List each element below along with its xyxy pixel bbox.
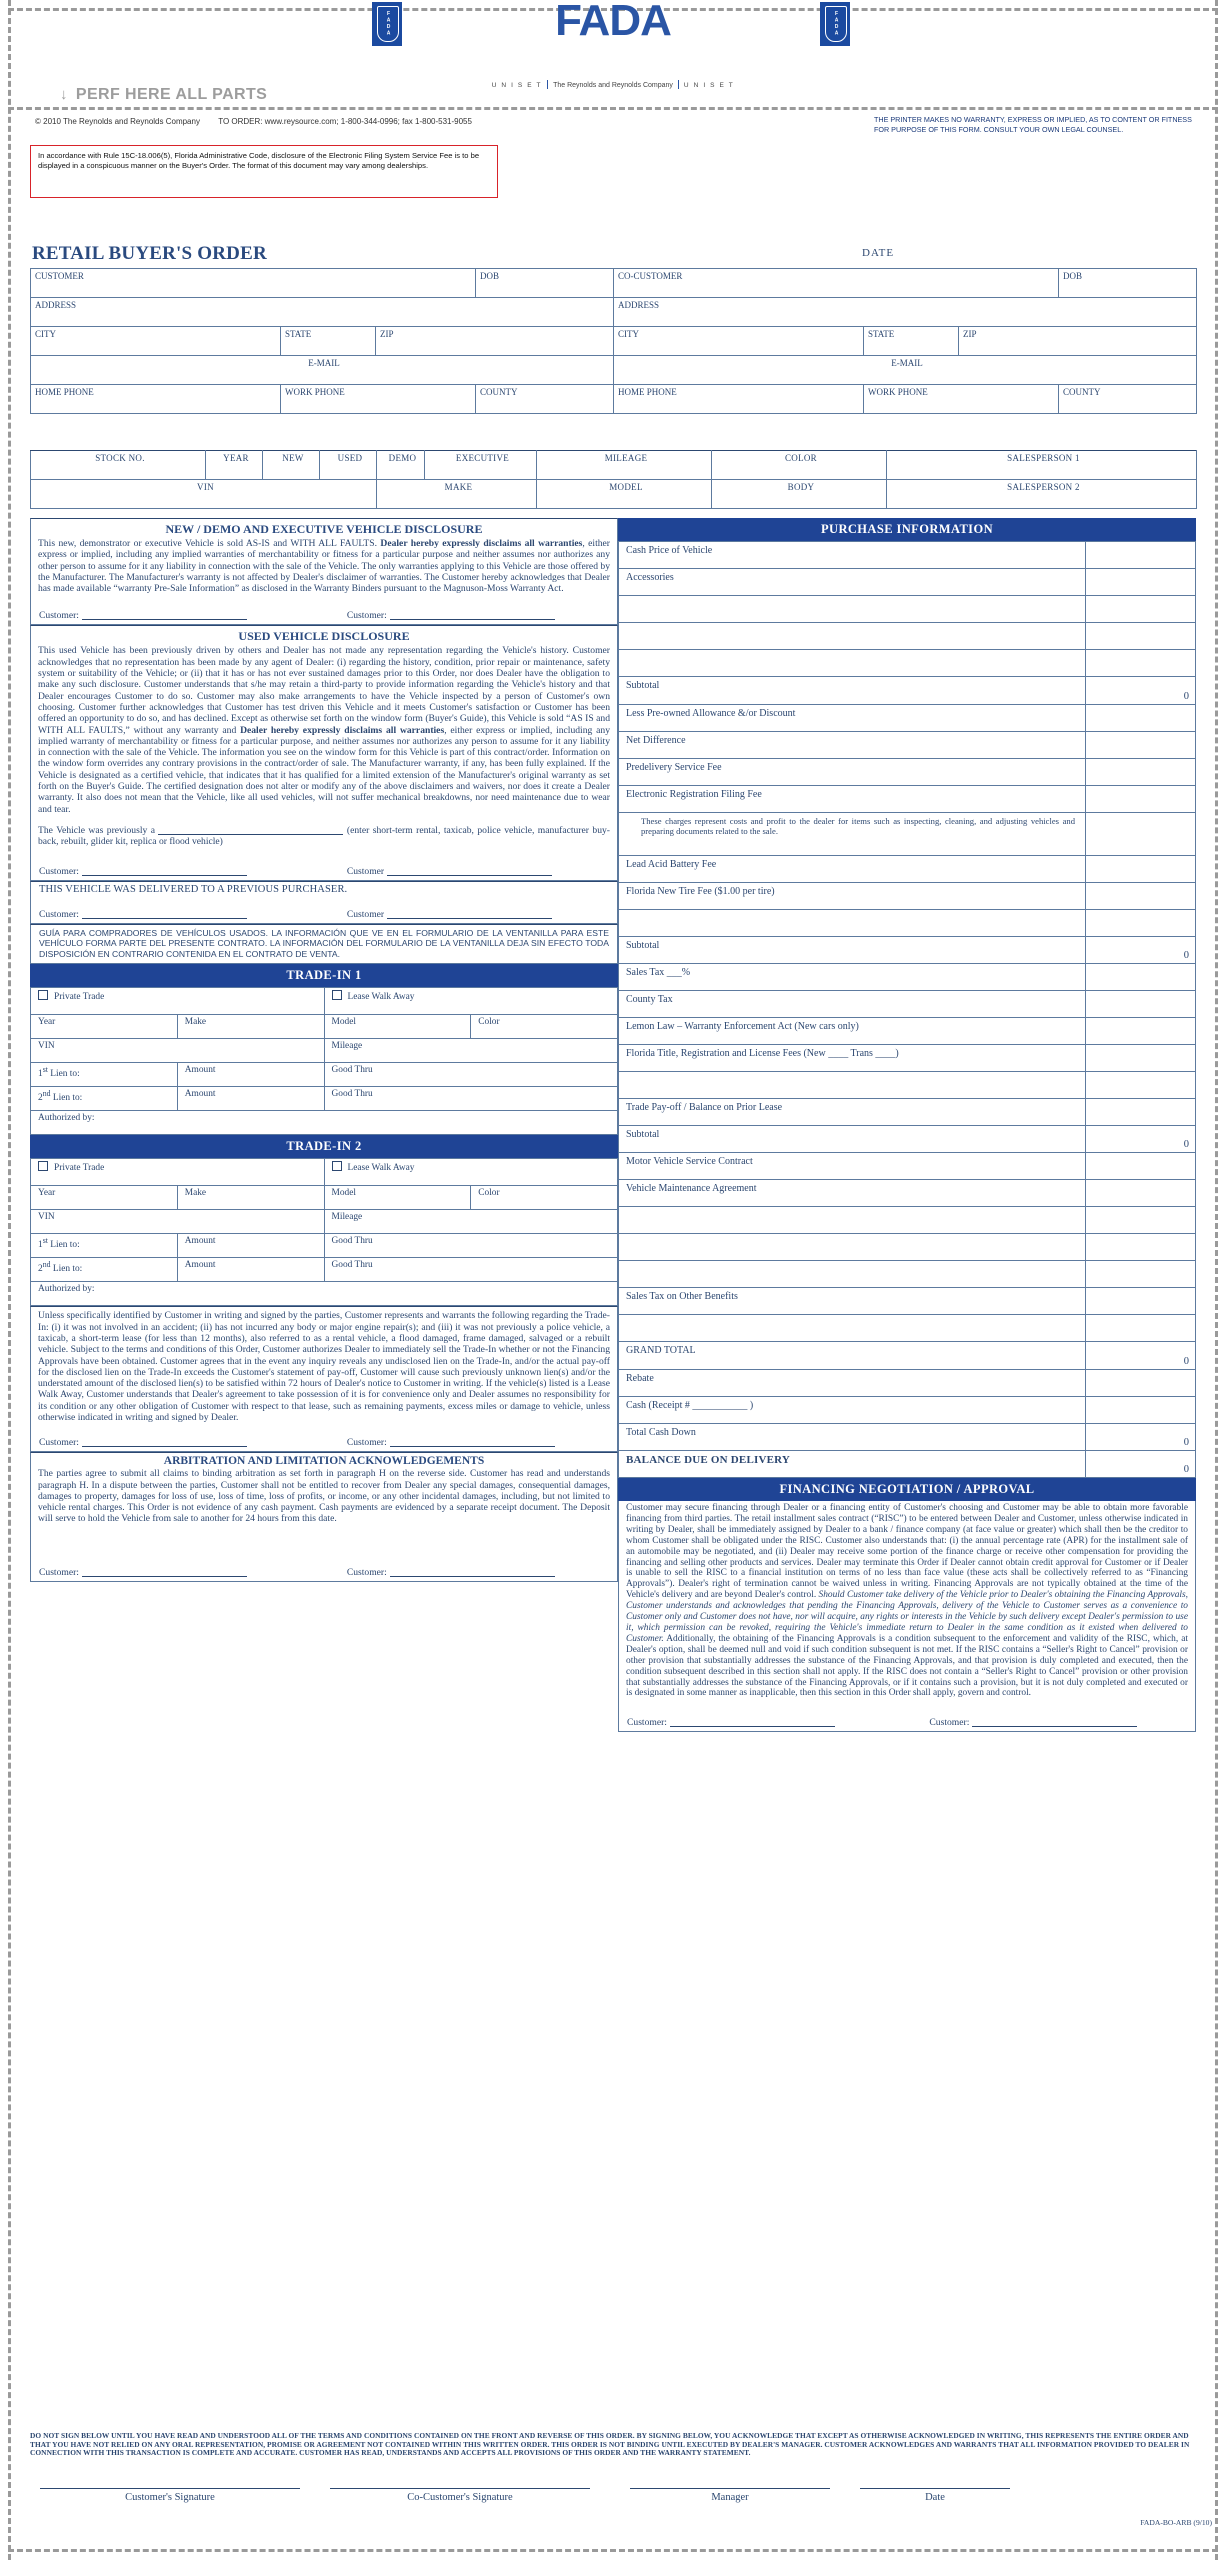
purchase-row-label (619, 1207, 1086, 1234)
purchase-row (619, 964, 1196, 991)
table-row (31, 451, 1197, 480)
copyright-line (35, 117, 472, 126)
tradein1-lien1[interactable]: 1st Lien to: (31, 1063, 178, 1087)
perforation-right (1215, 0, 1218, 2560)
purchase-row-amount[interactable] (1086, 1072, 1196, 1099)
purchase-row-label: Vehicle Maintenance Agreement (619, 1180, 1086, 1207)
purchase-row-amount[interactable]: 0 (1086, 1126, 1196, 1153)
tradein1-authorized-by[interactable]: Authorized by: (31, 1111, 618, 1135)
purchase-row-label (619, 650, 1086, 677)
purchase-row-amount[interactable] (1086, 1234, 1196, 1261)
field-work-phone[interactable]: WORK PHONE (281, 385, 476, 414)
tradein2-lien1[interactable]: 1st Lien to: (31, 1234, 178, 1258)
field-state[interactable]: STATE (281, 327, 376, 356)
arbitration-signature-row (31, 1563, 617, 1581)
purchase-row-amount[interactable] (1086, 1397, 1196, 1424)
spanish-notice: GUÍA PARA COMPRADORES DE VEHÍCULOS USADOS. LA INFORMACIÓN QUE VE EN EL FORMULARIO DE LA VENTANILLA PARA ESTE VEHÍCULO FORMA PARTE DEL PRESENTE CONTRATO. LA INFORMACIÓN DEL FORMULARIO DE LA VENTANILLA DEJA SIN EFECTO TODA DISPOSICIÓN EN CONTRARIO CONTENIDA EN EL CONTRATO DE VENTA. (39, 927, 609, 959)
field-home-phone-2[interactable]: HOME PHONE (614, 385, 864, 414)
printer-warning: THE PRINTER MAKES NO WARRANTY, EXPRESS OR IMPLIED, AS TO CONTENT OR FITNESS FOR PURPOSE OF THIS FORM. CONSULT YOUR OWN LEGAL COUNSEL. (874, 115, 1192, 134)
purchase-row-label: County Tax (619, 991, 1086, 1018)
purchase-row (619, 937, 1196, 964)
purchase-row-label (619, 910, 1086, 937)
purchase-row-amount[interactable] (1086, 1153, 1196, 1180)
purchase-row (619, 650, 1196, 677)
table-row (31, 1282, 618, 1306)
purchase-row-label: Sales Tax ___% (619, 964, 1086, 991)
new-demo-heading: NEW / DEMO AND EXECUTIVE VEHICLE DISCLOSURE (165, 522, 483, 536)
purchase-row-amount[interactable] (1086, 1045, 1196, 1072)
field-city[interactable]: CITY (31, 327, 281, 356)
tradein-sig-left[interactable]: Customer: (39, 1437, 301, 1448)
purchase-row-label (619, 596, 1086, 623)
purchase-row-amount[interactable] (1086, 1370, 1196, 1397)
table-row (31, 1234, 618, 1258)
purchase-row (619, 1126, 1196, 1153)
financing-italic-1: Should Customer take delivery of the Vehicle prior to Dealer's obtaining the Financing Approvals, Customer understands and acknowledges that pending the Financing Approvals, delivery of the Vehicle to Customer serves as a convenience to Customer only and Customer does not have, nor will acquire, any rights or interests in the Vehicle by such delivery except Dealer's permission to use it, which permission can be revoked, requiring the Vehicle's immediate return to Dealer in the same condition as it existed when delivered to Customer. (626, 1590, 1188, 1644)
new-demo-disclosure-section (30, 518, 618, 625)
purchase-row-label: Total Cash Down (619, 1424, 1086, 1451)
purchase-row-amount[interactable] (1086, 542, 1196, 569)
purchase-row-amount[interactable] (1086, 910, 1196, 937)
checkbox-icon[interactable] (38, 1161, 48, 1171)
field-salesperson-2[interactable]: SALESPERSON 2 (887, 480, 1197, 509)
purchase-row-label: Subtotal (619, 677, 1086, 705)
field-dob-2[interactable]: DOB (1059, 269, 1197, 298)
purchase-row-amount[interactable] (1086, 991, 1196, 1018)
table-row (31, 988, 618, 1015)
tradein2-private-trade[interactable]: Private Trade (31, 1159, 325, 1186)
tradein2-lien2-good-thru[interactable]: Good Thru (324, 1258, 618, 1282)
purchase-row-label: These charges represent costs and profit to the dealer for items such as inspecting, cleaning, and adjusting vehicles and preparing documents related to the sale. (619, 813, 1086, 856)
purchase-row (619, 569, 1196, 596)
table-row (31, 1015, 618, 1039)
tradein2-mileage[interactable]: Mileage (324, 1210, 618, 1234)
purchase-row (619, 786, 1196, 813)
page-title: RETAIL BUYER'S ORDER (32, 243, 267, 264)
new-demo-para-2: , either express or implied, including any implied warranties of merchantability or fitness for a particular purpose and neither assumes nor authorizes any other person to assume for it any liability in connection with the sale of the Vehicle. The only warranties applying to this Vehicle are those offered by the Manufacturer. The Manufacturer's warranty is not affected by Dealer's disclaimer of warranties. The Customer hereby acknowledges that Dealer has made available “warranty Pre-Sale Information” as disclosed in the Warranty Binders pursuant to the Magnuson-Moss Warranty Act. (38, 538, 611, 595)
tradein2-lien2[interactable]: 2nd Lien to: (31, 1258, 178, 1282)
purchase-row-amount[interactable] (1086, 650, 1196, 677)
financing-para-1: Customer may secure financing through Dealer or a financing entity of Customer's choosing and Customer may be able to obtain more favorable financing from third parties. The retail installment sales contract (“RISC”) to be entered between Dealer and Customer, unless otherwise indicated in writing by Dealer, shall be immediately assigned by Dealer to a bank / finance company (at face value or greater) which shall then be the creditor to whom Customer shall be obligated under the RISC. Customer also understands that: (i) the annual percentage rate (APR) for the installment sale of an automobile may be negotiated, and (ii) Dealer may receive some portion of the finance charge or receive other compensation for providing the financing and selling other products and services. Dealer may terminate this Order if Dealer cannot obtain credit approval for Customer or if Dealer is unable to sell the RISC to a financial institution on terms of no less than face value (these acts shall be collectively referred to as “Financing Approvals”). Dealer's right of termination cannot be waived unless in writing. Financing Approvals are not typically obtained at the time of the Vehicle's delivery and are beyond Dealer's control. (626, 1503, 1188, 1601)
prev-use-prefix: The Vehicle was previously a (38, 824, 155, 836)
purchase-row-amount[interactable] (1086, 705, 1196, 732)
signature-label: Co-Customer's Signature (407, 2492, 513, 2503)
field-make[interactable]: MAKE (377, 480, 537, 509)
signature-field-2[interactable] (630, 2488, 830, 2503)
new-demo-bold-1: Dealer hereby expressly disclaims all warranties (380, 538, 583, 549)
purchase-row-label: Subtotal (619, 1126, 1086, 1153)
purchase-row (619, 677, 1196, 705)
purchase-row (619, 705, 1196, 732)
order-info-label: TO ORDER: www.reysource.com; 1-800-344-0996; fax 1-800-531-9055 (218, 117, 472, 126)
delivered-notice: THIS VEHICLE WAS DELIVERED TO A PREVIOUS PURCHASER. (39, 883, 348, 895)
purchase-row-label: Electronic Registration Filing Fee (619, 786, 1086, 813)
tradein1-lien1-amount[interactable]: Amount (177, 1063, 324, 1087)
table-row (31, 1186, 618, 1210)
table-row (31, 269, 1197, 298)
purchase-row-label: Rebate (619, 1370, 1086, 1397)
checkbox-icon[interactable] (38, 990, 48, 1000)
field-customer[interactable]: CUSTOMER (31, 269, 476, 298)
purchase-row-label: Florida Title, Registration and License Fees (New ____ Trans ____) (619, 1045, 1086, 1072)
spanish-notice-section (30, 924, 618, 965)
tradein-terms-section (30, 1306, 618, 1452)
field-salesperson-1[interactable]: SALESPERSON 1 (887, 451, 1197, 480)
arbitration-body: The parties agree to submit all claims to binding arbitration as set forth in paragraph H on the reverse side. Customer has read and understands paragraph H. In a dispute between the parties, Customer shall not be entitled to recover from Dealer any special damages, consequential damages, damages to property, damages for loss of use, loss of time, loss of profits, or income, or any other incidental damages, including, but not limited to vehicle rental charges. This Order is not evidence of any cash payment. Cash payments are evidenced by a separate receipt document. The Deposit will serve to hold the Vehicle from sale to another for 24 hours from this date. (38, 1468, 610, 1525)
purchase-information-table (618, 541, 1196, 1478)
footer-signature-strip (30, 2488, 1196, 2532)
tradein2-authorized-by[interactable]: Authorized by: (31, 1282, 618, 1306)
signature-field-1[interactable] (330, 2488, 590, 2503)
purchase-row-amount[interactable]: 0 (1086, 1424, 1196, 1451)
customer-info-table (30, 268, 1197, 414)
purchase-row-amount[interactable]: 0 (1086, 677, 1196, 705)
purchase-row-label: Cash (Receipt # ___________ ) (619, 1397, 1086, 1424)
used-sig-left[interactable]: Customer: (39, 866, 301, 877)
tradein2-lien1-amount[interactable]: Amount (177, 1234, 324, 1258)
financing-para-2: Additionally, the obtaining of the Financing Approvals is a condition subsequent to the enforcement and validity of the RISC, which, at Dealer's option, shall be deemed null and void if such condition subsequent is not met. If the RISC contains a “Seller's Right to Cancel” provision or other provision that substantially addresses the substance of the Financing Approvals, and that provision is duly completed and executed, then the condition subsequent described in this section shall not apply. If the RISC does not contain a “Seller's Right to Cancel” provision or other provision that substantially addresses the substance of the Financing Approvals, or if it contains such a provision, but it is not duly completed and executed or is designated in some manner as inapplicable, then this section in this Order shall apply, govern and control. (626, 1633, 1188, 1699)
used-vehicle-previous-use (31, 819, 617, 852)
table-row (31, 1258, 618, 1282)
purchase-row (619, 759, 1196, 786)
purchase-row-label: Cash Price of Vehicle (619, 542, 1086, 569)
purchase-row (619, 732, 1196, 759)
fada-crest-left-icon (372, 2, 402, 46)
purchase-row (619, 542, 1196, 569)
purchase-row (619, 1424, 1196, 1451)
used-vehicle-disclosure-section (30, 625, 618, 880)
purchase-row-amount[interactable] (1086, 759, 1196, 786)
purchase-row-amount[interactable] (1086, 569, 1196, 596)
prev-use-blank[interactable] (158, 834, 343, 835)
purchase-row (619, 1045, 1196, 1072)
arbitration-sig-left[interactable]: Customer: (39, 1567, 301, 1578)
field-body[interactable]: BODY (712, 480, 887, 509)
field-dob[interactable]: DOB (476, 269, 614, 298)
fada-wordmark: FADA (555, 0, 671, 45)
financing-sig-right[interactable]: Customer: (929, 1717, 1187, 1728)
purchase-row-amount[interactable] (1086, 1207, 1196, 1234)
table-row (31, 298, 1197, 327)
purchase-row-label: Accessories (619, 569, 1086, 596)
signature-label: Customer's Signature (125, 2492, 215, 2503)
tradein2-vin[interactable]: VIN (31, 1210, 325, 1234)
purchase-row-label: Sales Tax on Other Benefits (619, 1288, 1086, 1315)
perf-here-label: PERF HERE ALL PARTS (75, 86, 268, 103)
table-row (31, 1039, 618, 1063)
table-row (31, 385, 1197, 414)
purchase-row (619, 1315, 1196, 1342)
purchase-row (619, 623, 1196, 650)
delivered-signature-row (31, 905, 617, 923)
financing-sig-left[interactable]: Customer: (627, 1717, 885, 1728)
financing-section (618, 1501, 1196, 1732)
tradein2-lease-walk-away[interactable]: Lease Walk Away (324, 1159, 618, 1186)
field-county[interactable]: COUNTY (476, 385, 614, 414)
purchase-row (619, 1099, 1196, 1126)
tradein-sig-right[interactable]: Customer: (347, 1437, 609, 1448)
footer-legal-text: DO NOT SIGN BELOW UNTIL YOU HAVE READ AND UNDERSTOOD ALL OF THE TERMS AND CONDITIONS CONTAINED ON THE FRONT AND REVERSE OF THIS ORDER. BY SIGNING BELOW, YOU ACKNOWLEDGE THAT EXCEPT AS OTHERWISE ACKNOWLEDGED IN WRITING, THIS REPRESENTS THE ENTIRE ORDER AND THAT YOU HAVE NOT RELIED ON ANY ORAL REPRESENTATION, PROMISE OR AGREEMENT NOT CONTAINED WITHIN THIS WRITTEN ORDER. THIS ORDER IS NOT BINDING UNTIL EXECUTED BY DEALER'S MANAGER. CUSTOMER ACKNOWLEDGES AND WARRANTS THAT ALL INFORMATION PROVIDED TO DEALER IN CONNECTION WITH THIS TRANSACTION IS COMPLETE AND ACCURATE. CUSTOMER HAS READ, UNDERSTANDS AND ACCEPTS ALL PROVISIONS OF THIS ORDER AND THE WARRANTY STATEMENT. (30, 2431, 1190, 2458)
uniset-left-label: U N I S E T (491, 82, 543, 89)
table-row (31, 1063, 618, 1087)
signature-field-0[interactable] (40, 2488, 300, 2503)
checkbox-icon[interactable] (332, 1161, 342, 1171)
field-stock-no[interactable]: STOCK NO. (31, 451, 206, 480)
tradein1-lien2[interactable]: 2nd Lien to: (31, 1087, 178, 1111)
purchase-row (619, 1072, 1196, 1099)
date-label: DATE (862, 247, 895, 259)
purchase-row (619, 1018, 1196, 1045)
purchase-row-amount[interactable] (1086, 1099, 1196, 1126)
purchase-row (619, 991, 1196, 1018)
signature-label: Date (925, 2492, 945, 2503)
purchase-row-label (619, 1072, 1086, 1099)
purchase-row (619, 1180, 1196, 1207)
field-email[interactable]: E-MAIL (31, 356, 614, 385)
purchase-row-label (619, 1315, 1086, 1342)
field-address-2[interactable]: ADDRESS (614, 298, 1197, 327)
purchase-row-amount[interactable] (1086, 1288, 1196, 1315)
tradein1-color[interactable]: Color (471, 1015, 618, 1039)
table-row (31, 1087, 618, 1111)
field-state-2[interactable]: STATE (864, 327, 959, 356)
tradein-1-table (30, 987, 618, 1135)
crest-letters-left: FADA (385, 11, 392, 37)
electronic-filing-notice-box: In accordance with Rule 15C-18.006(5), Florida Administrative Code, disclosure of the Electronic Filing System Service Fee is to be displayed in a conspicuous manner on the Buyer's Order. The format of this document may vary among dealerships. (30, 145, 498, 198)
field-executive[interactable]: EXECUTIVE (425, 451, 537, 480)
purchase-row-amount[interactable] (1086, 1018, 1196, 1045)
field-work-phone-2[interactable]: WORK PHONE (864, 385, 1059, 414)
purchase-row-amount[interactable] (1086, 1180, 1196, 1207)
reynolds-company-label: The Reynolds and Reynolds Company (553, 82, 673, 89)
field-co-customer[interactable]: CO-CUSTOMER (614, 269, 1059, 298)
purchase-row-amount[interactable] (1086, 732, 1196, 759)
perforation-left (8, 0, 11, 2560)
purchase-row-label: Lemon Law – Warranty Enforcement Act (New cars only) (619, 1018, 1086, 1045)
purchase-row-label: Trade Pay-off / Balance on Prior Lease (619, 1099, 1086, 1126)
purchase-row-amount[interactable] (1086, 596, 1196, 623)
purchase-row (619, 1397, 1196, 1424)
right-column (618, 518, 1196, 1732)
tradein-2-heading: TRADE-IN 2 (30, 1135, 618, 1158)
purchase-row-label (619, 1261, 1086, 1288)
new-demo-para-1: This new, demonstrator or executive Vehicle is sold AS-IS and WITH ALL FAULTS. (38, 538, 381, 549)
purchase-row-amount[interactable] (1086, 856, 1196, 883)
purchase-row-label (619, 623, 1086, 650)
purchase-row (619, 1234, 1196, 1261)
field-year[interactable]: YEAR (206, 451, 263, 480)
purchase-row (619, 1153, 1196, 1180)
field-city-2[interactable]: CITY (614, 327, 864, 356)
purchase-row-label: Predelivery Service Fee (619, 759, 1086, 786)
purchase-row-label: Lead Acid Battery Fee (619, 856, 1086, 883)
used-sig-right[interactable]: Customer (347, 866, 609, 877)
field-model[interactable]: MODEL (537, 480, 712, 509)
purchase-row (619, 813, 1196, 856)
purchase-row-amount[interactable]: 0 (1086, 1451, 1196, 1478)
used-vehicle-para-1: This used Vehicle has been previously driven by others and Dealer has not made any representation regarding the Vehicle's history. Customer acknowledges that no representation has been made by any agent of Dealer: (i) regarding the history, condition, prior repair or maintenance, safety system or suitability of the Vehicle; or (ii) that it has or has not ever sustained damages prior to this Order, nor does Dealer have the obligation to make any such disclosure. Customer understands that s/he may retain a third-party to provide information regarding the Vehicle's history and that Dealer encourages Customer to do so. Customer may also make arrangements to have the Vehicle inspected by a person of Customer's own choosing. Customer further acknowledges that Customer has test driven this Vehicle and it meets Customer's satisfaction or Customer has been offered an opportunity to do so, and has declined. Except as otherwise set forth on the window form (Buyer's Guide), this Vehicle is sold “AS IS and WITH ALL FAULTS,” without any warranty and (38, 645, 610, 736)
tradein-1-heading: TRADE-IN 1 (30, 964, 618, 987)
field-vin[interactable]: VIN (31, 480, 377, 509)
purchase-row (619, 910, 1196, 937)
tradein-terms-signature-row (31, 1433, 617, 1451)
purchase-row (619, 1261, 1196, 1288)
field-used[interactable]: USED (320, 451, 377, 480)
purchase-row-amount[interactable] (1086, 964, 1196, 991)
field-address[interactable]: ADDRESS (31, 298, 614, 327)
purchase-row-label: Motor Vehicle Service Contract (619, 1153, 1086, 1180)
perforation-horizontal (8, 107, 1218, 110)
purchase-row (619, 1370, 1196, 1397)
purchase-row-label: Subtotal (619, 937, 1086, 964)
masthead (0, 0, 1226, 52)
tradein1-private-trade[interactable]: Private Trade (31, 988, 325, 1015)
tradein1-year[interactable]: Year (31, 1015, 178, 1039)
purchase-row-amount[interactable] (1086, 1315, 1196, 1342)
financing-signature-row (619, 1713, 1195, 1731)
purchase-row (619, 1342, 1196, 1370)
previous-purchaser-section (30, 881, 618, 924)
table-row (31, 327, 1197, 356)
purchase-row-label: Less Pre-owned Allowance &/or Discount (619, 705, 1086, 732)
purchase-row-amount[interactable] (1086, 883, 1196, 910)
field-email-2[interactable]: E-MAIL (614, 356, 1197, 385)
purchase-row-amount[interactable] (1086, 623, 1196, 650)
field-new[interactable]: NEW (263, 451, 320, 480)
field-demo[interactable]: DEMO (377, 451, 425, 480)
perforation-bottom (8, 2549, 1218, 2552)
purchase-row (619, 596, 1196, 623)
tradein2-color[interactable]: Color (471, 1186, 618, 1210)
new-demo-sig-right[interactable]: Customer: (347, 610, 609, 621)
used-vehicle-body (31, 645, 617, 818)
tradein1-make[interactable]: Make (177, 1015, 324, 1039)
tradein1-lien2-good-thru[interactable]: Good Thru (324, 1087, 618, 1111)
tradein2-lien2-amount[interactable]: Amount (177, 1258, 324, 1282)
table-row (31, 1111, 618, 1135)
purchase-row-label: GRAND TOTAL (619, 1342, 1086, 1370)
field-zip[interactable]: ZIP (376, 327, 614, 356)
tradein2-year[interactable]: Year (31, 1186, 178, 1210)
tradein1-lien1-good-thru[interactable]: Good Thru (324, 1063, 618, 1087)
field-zip-2[interactable]: ZIP (959, 327, 1197, 356)
purchase-row (619, 883, 1196, 910)
tradein1-lease-walk-away[interactable]: Lease Walk Away (324, 988, 618, 1015)
financing-heading: FINANCING NEGOTIATION / APPROVAL (618, 1478, 1196, 1501)
purchase-row-label: Florida New Tire Fee ($1.00 per tire) (619, 883, 1086, 910)
uniset-right-label: U N I S E T (683, 82, 735, 89)
used-vehicle-heading: USED VEHICLE DISCLOSURE (238, 629, 410, 644)
purchase-row (619, 1451, 1196, 1478)
purchase-row (619, 1288, 1196, 1315)
purchase-row-label: BALANCE DUE ON DELIVERY (619, 1451, 1086, 1478)
tradein2-model[interactable]: Model (324, 1186, 471, 1210)
purchase-row (619, 1207, 1196, 1234)
delivered-sig-right[interactable]: Customer (347, 909, 609, 920)
table-row (31, 480, 1197, 509)
used-vehicle-bold-1: Dealer hereby expressly disclaims all warranties (240, 724, 445, 736)
table-row (31, 1210, 618, 1234)
tradein1-vin[interactable]: VIN (31, 1039, 325, 1063)
purchase-row-amount[interactable] (1086, 786, 1196, 813)
tradein1-mileage[interactable]: Mileage (324, 1039, 618, 1063)
prev-use-suffix: (enter short-term rental, taxicab, police vehicle, manufacturer buy-back, rebuilt, glider kit, replica or flood vehicle) (38, 824, 610, 848)
field-home-phone[interactable]: HOME PHONE (31, 385, 281, 414)
new-demo-sig-left[interactable]: Customer: (39, 610, 301, 621)
delivered-sig-left[interactable]: Customer: (39, 909, 301, 920)
tradein-terms-body: Unless specifically identified by Customer in writing and signed by the parties, Customer represents and warrants the following regarding the Trade-In: (i) it was not involved in an accident; (ii) has not incurred any body or major engine repair(s); and (iii) it was not previously a police vehicle, a taxicab, a short-term lease (for less than 12 months), also referred to as a rental vehicle, a flood damaged, frame damaged, salvaged or a rebuilt vehicle. Subject to the terms and conditions of this Order, Customer authorizes Dealer to immediately sell the Trade-In whether or not the Financing Approvals have been obtained. Customer agrees that in the event any inquiry reveals any undisclosed lien on the Trade-In, and/or the actual pay-off for the disclosed lien on the Trade-In exceeds the Customer's statement of pay-off, Customer will cause such previously unknown lien(s) and/or the understated amount of the disclosed lien(s) to be satisfied within 72 hours of Dealer's notice to Customer in writing. If the vehicle(s) listed is a Lease Walk Away, Customer understands that Dealer's agreement to take possession of it is for convenience only and Dealer assumes no responsibility for its condition or any other obligation of Customer with respect to that lease, such as remaining payments, excess miles or damage to vehicle, unless otherwise indicated in writing and signed by Dealer. (38, 1310, 610, 1423)
tradein2-lien1-good-thru[interactable]: Good Thru (324, 1234, 618, 1258)
arbitration-section (30, 1452, 618, 1581)
used-vehicle-para-2: , either express or implied, including any implied warranty of merchantability or fitness for a particular purpose, and neither assumes nor authorizes any person to assume for it any liability in connection with the sale of the Vehicle. The information you see on the window form for this Vehicle is part of this contract/order. Information on the window form overrides any contrary provisions in the contract/order of sale. The Manufacturer warranty, if any, has been fully explained. If the Vehicle is designated as a certified vehicle, that indicates that it has qualified for a limited extension of the Manufacturer's original warranty as set forth on the Buyer's Guide. The certified designation does not alter or modify any of the above disclaimers and waivers, nor does it create a Dealer warranty. It also does not mean that the Vehicle, like all used vehicles, will not suffer mechanical breakdowns, nor need maintenance due to wear and tear. (38, 724, 610, 815)
perf-here-notice (60, 86, 267, 104)
purchase-row-amount[interactable] (1086, 813, 1196, 856)
vehicle-info-table (30, 450, 1197, 509)
crest-letters-right: FADA (833, 11, 840, 37)
tradein-2-table (30, 1158, 618, 1306)
arbitration-sig-right[interactable]: Customer: (347, 1567, 609, 1578)
tradein1-model[interactable]: Model (324, 1015, 471, 1039)
form-code-label: FADA-BO-ARB (9/10) (1140, 2518, 1212, 2527)
new-demo-signature-row (31, 606, 617, 624)
arbitration-heading: ARBITRATION AND LIMITATION ACKNOWLEDGEMENTS (163, 1455, 485, 1468)
purchase-information-heading: PURCHASE INFORMATION (618, 518, 1196, 541)
purchase-row-label (619, 1234, 1086, 1261)
purchase-row-label: Net Difference (619, 732, 1086, 759)
field-mileage[interactable]: MILEAGE (537, 451, 712, 480)
tradein1-lien2-amount[interactable]: Amount (177, 1087, 324, 1111)
down-arrow-icon: ↓ (60, 86, 68, 103)
table-row (31, 356, 1197, 385)
checkbox-icon[interactable] (332, 990, 342, 1000)
signature-field-3[interactable] (860, 2488, 1010, 2503)
new-demo-body (31, 538, 617, 598)
copyright-label: © 2010 The Reynolds and Reynolds Company (35, 117, 200, 126)
purchase-row (619, 856, 1196, 883)
tradein2-make[interactable]: Make (177, 1186, 324, 1210)
field-color[interactable]: COLOR (712, 451, 887, 480)
purchase-row-amount[interactable]: 0 (1086, 937, 1196, 964)
purchase-row-amount[interactable]: 0 (1086, 1342, 1196, 1370)
table-row (31, 1159, 618, 1186)
used-vehicle-signature-row (31, 862, 617, 880)
left-column (30, 518, 618, 1582)
field-county-2[interactable]: COUNTY (1059, 385, 1197, 414)
purchase-row-amount[interactable] (1086, 1261, 1196, 1288)
fada-crest-right-icon (820, 2, 850, 46)
signature-label: Manager (711, 2492, 749, 2503)
financing-body (619, 1501, 1195, 1703)
